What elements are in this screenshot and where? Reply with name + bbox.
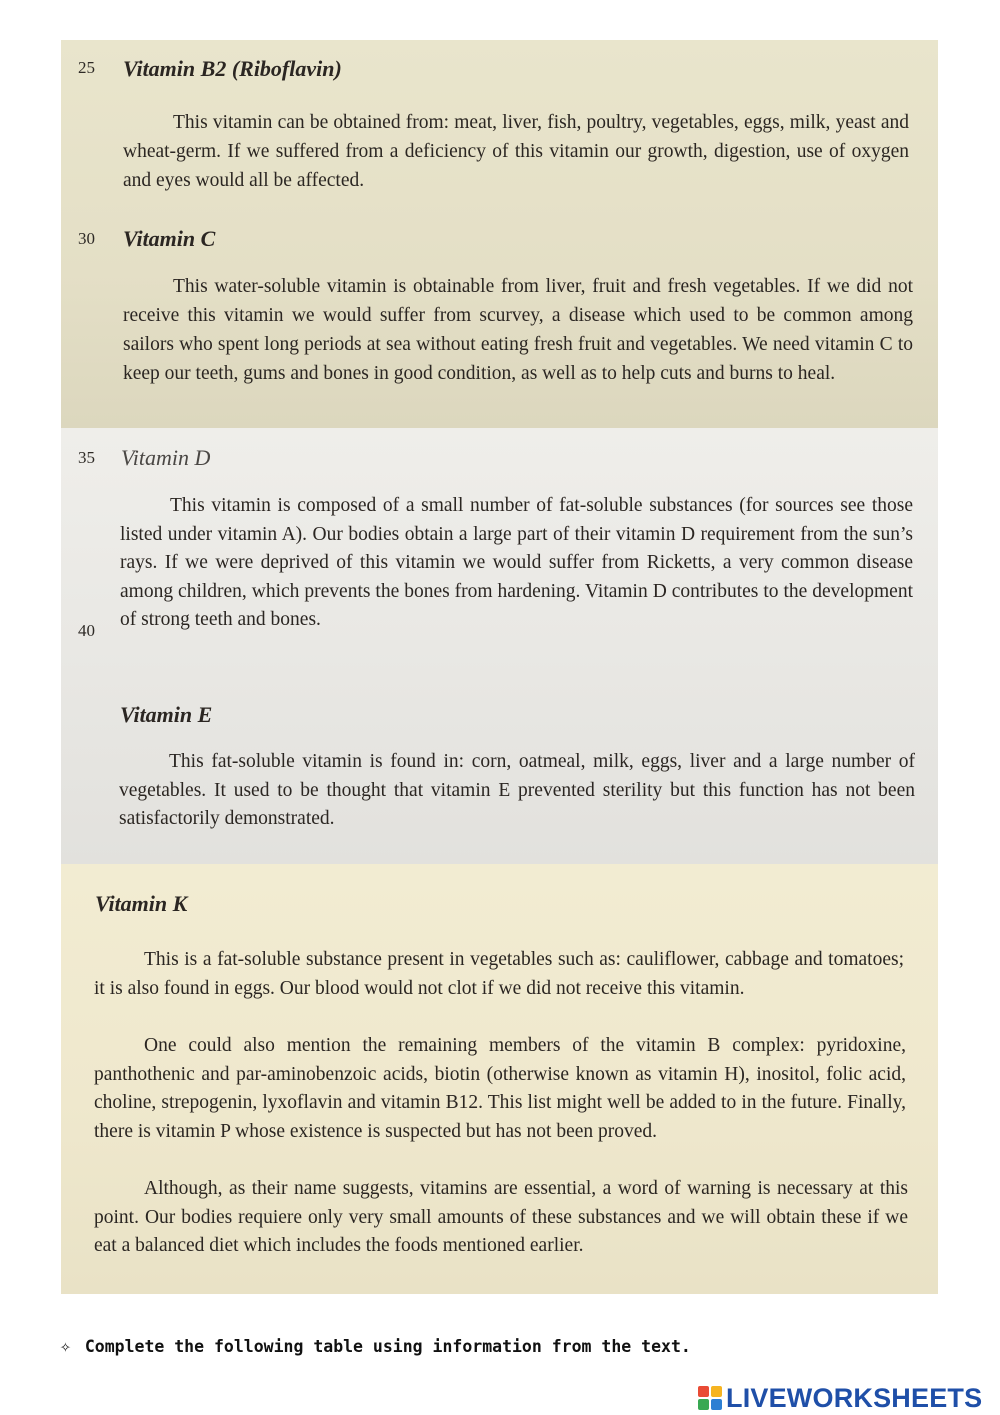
logo-text: LIVEWORKSHEETS — [726, 1382, 983, 1413]
paragraph-vitamin-k: This is a fat-soluble substance present in vegetables such as: cauliflower, cabbage and tomatoes; it is also found in eggs. Our blood would not clot if we did not receive this vitamin. — [94, 949, 904, 999]
instruction-text: Complete the following table using information from the text. — [84, 1337, 691, 1356]
heading-vitamin-k: Vitamin K — [95, 891, 188, 916]
four-point-star-icon: ✧ — [60, 1336, 71, 1357]
line-number: 25 — [78, 58, 95, 77]
heading-vitamin-b2: Vitamin B2 (Riboflavin) — [123, 56, 342, 81]
line-number: 40 — [78, 621, 95, 640]
paragraph-vitamin-d: This vitamin is composed of a small number of fat-soluble substances (for sources see those listed under vitamin A). Our bodies obtain a large part of their vitamin D requirement from the sun’s rays. If we were deprived of this vitamin we would suffer from Ricketts, a very common disease among children, which prevents the bones from hardening. Vitamin D contributes to the development of strong teeth and bones. — [120, 495, 913, 630]
heading-vitamin-d: Vitamin D — [121, 445, 211, 470]
page-photo-3 — [61, 864, 938, 1294]
instruction — [60, 1336, 691, 1357]
paragraph-warning: Although, as their name suggests, vitamins are essential, a word of warning is necessary at this point. Our bodies requiere only very small amounts of these substances and we will obtain these if we eat a balanced diet which includes the foods mentioned earlier. — [94, 1178, 908, 1256]
line-number: 35 — [78, 448, 95, 467]
heading-vitamin-c: Vitamin C — [123, 226, 216, 251]
page-photo-2 — [61, 428, 938, 864]
logo-grid-icon — [698, 1386, 722, 1410]
liveworksheets-logo — [698, 1381, 982, 1415]
paragraph-vitamin-c: This water-soluble vitamin is obtainable from liver, fruit and fresh vegetables. If we did not receive this vitamin we would suffer from scurvey, a disease which used to be common among sailors who spent long periods at sea without eating fresh fruit and vegetables. We need vitamin C to keep our teeth, gums and bones in good condition, as well as to help cuts and burns to heal. — [123, 276, 913, 384]
line-number: 30 — [78, 229, 95, 248]
paragraph-vitamin-b-complex: One could also mention the remaining members of the vitamin B complex: pyridoxine, panthothenic and par-aminobenzoic acids, biotin (otherwise known as vitamin H), inositol, folic acid, choline, strepogenin, lyxoflavin and vitamin B12. This list might well be added to in the future. Finally, there is vitamin P whose existence is suspected but has not been proved. — [94, 1035, 906, 1142]
paragraph-vitamin-b2: This vitamin can be obtained from: meat, liver, fish, poultry, vegetables, eggs, milk, yeast and wheat-germ. If we suffered from a deficiency of this vitamin our growth, digestion, use of oxygen and eyes would all be affected. — [123, 112, 909, 191]
heading-vitamin-e: Vitamin E — [120, 702, 213, 727]
page-photo-1 — [61, 40, 938, 428]
paragraph-vitamin-e: This fat-soluble vitamin is found in: corn, oatmeal, milk, eggs, liver and a large number of vegetables. It used to be thought that vitamin E prevented sterility but this function has not been satisfactorily demonstrated. — [119, 751, 915, 829]
